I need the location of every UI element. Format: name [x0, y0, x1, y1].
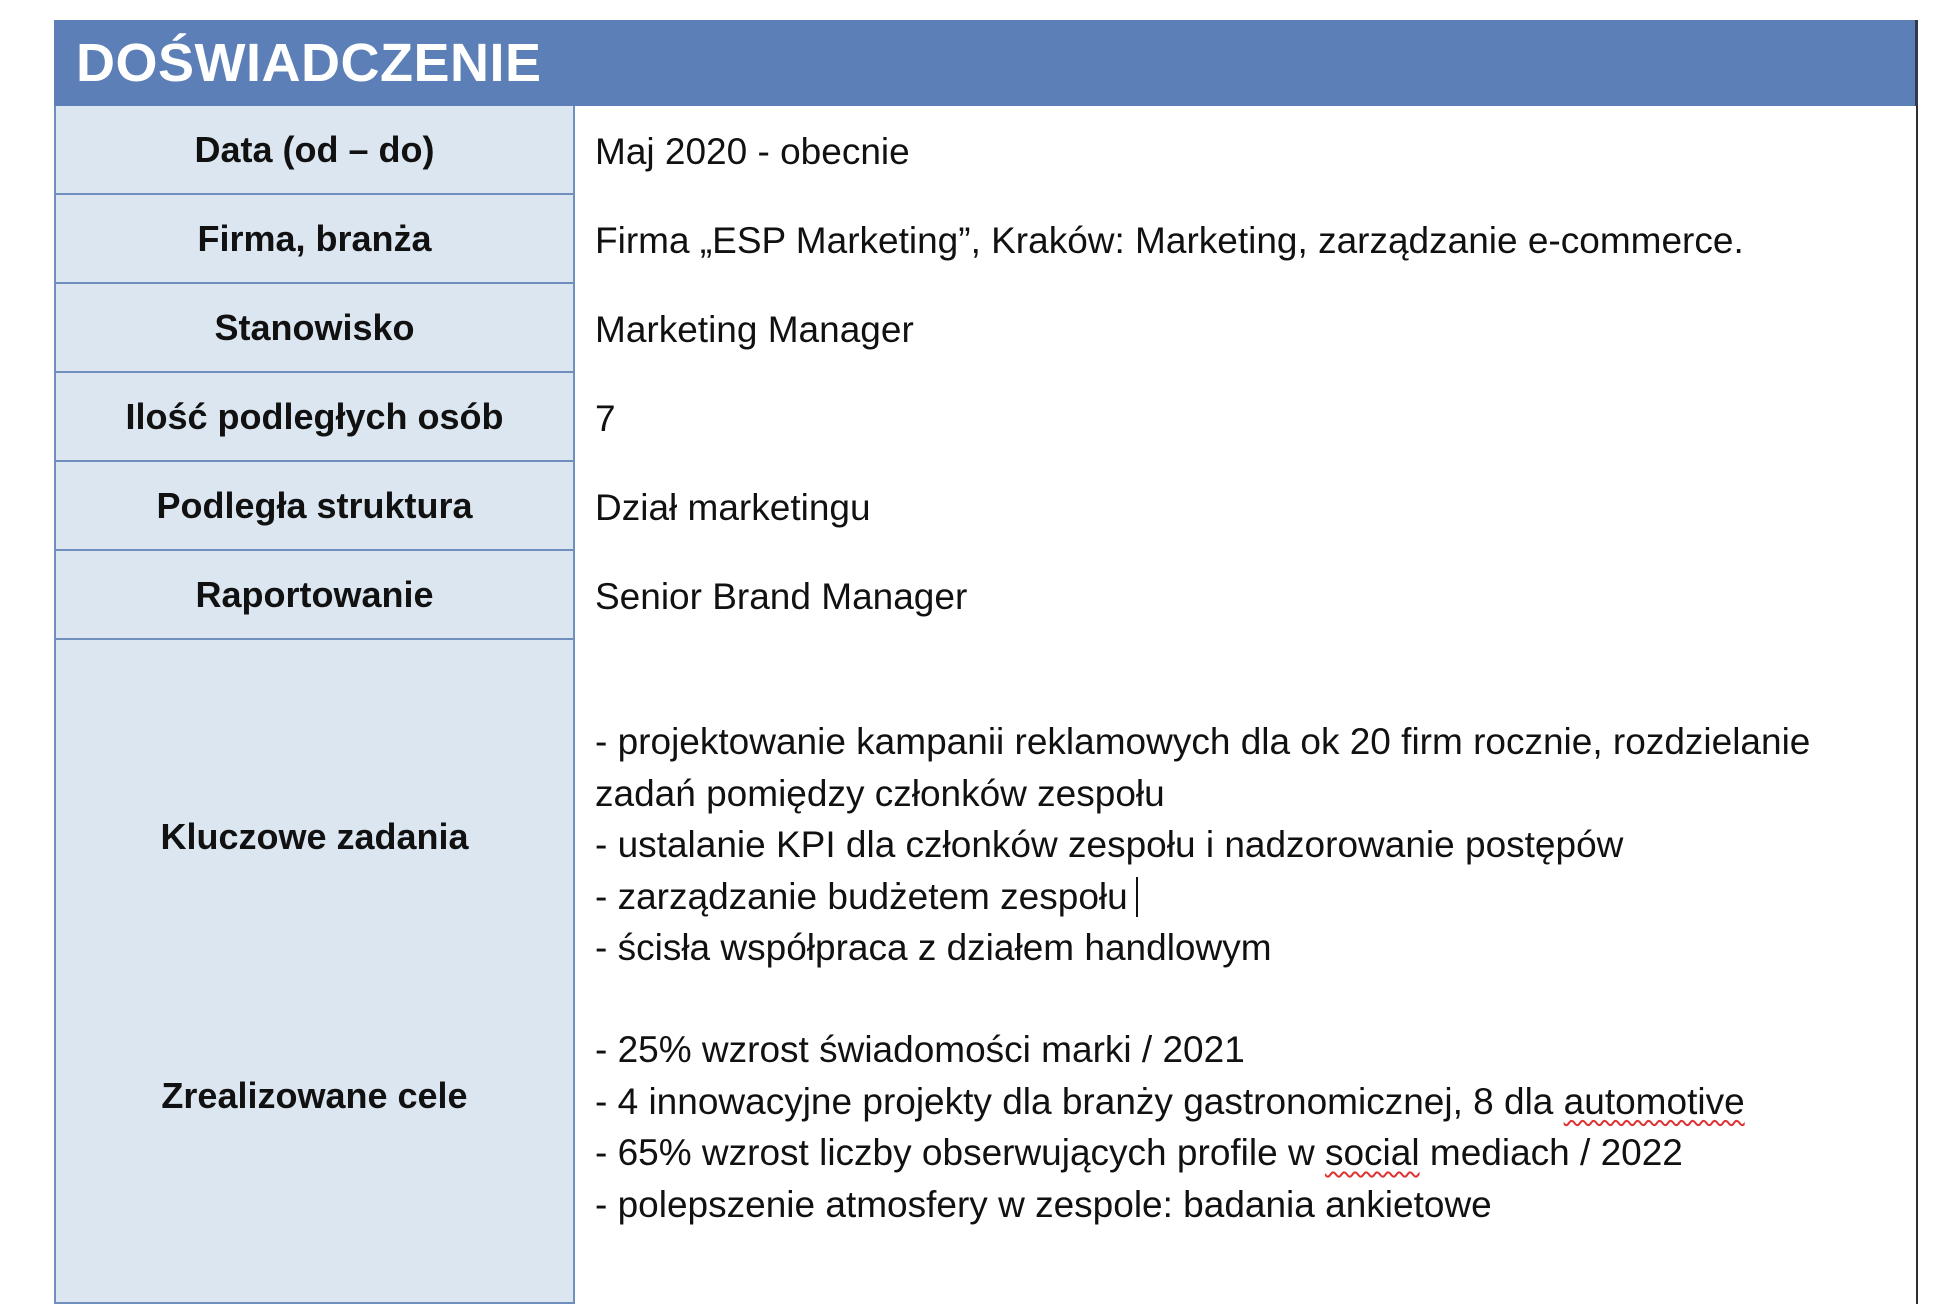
list-item: - 25% wzrost świadomości marki / 2021 — [595, 1029, 1245, 1070]
spellcheck-marked-word[interactable]: automotive — [1563, 1080, 1745, 1122]
list-item-text: - zarządzanie budżetem zespołu — [595, 875, 1128, 917]
row-label-structure: Podległa struktura — [54, 462, 575, 551]
key-tasks-label: Kluczowe zadania — [160, 816, 469, 857]
table-row — [54, 284, 1918, 373]
list-item: - polepszenie atmosfery w zespole: badania ankietowe — [595, 1183, 1492, 1225]
row-value-position[interactable]: Marketing Manager — [575, 284, 1918, 373]
experience-table — [54, 106, 1918, 1304]
row-label-reporting: Raportowanie — [54, 551, 575, 640]
table-row — [54, 373, 1918, 462]
list-item-text: - 4 innowacyjne projekty dla branży gastronomicznej, 8 dla — [595, 1080, 1564, 1122]
section-header — [54, 20, 1918, 106]
table-row — [54, 462, 1918, 551]
row-value-subordinates[interactable]: 7 — [575, 373, 1918, 462]
spellcheck-marked-word[interactable]: social — [1324, 1132, 1420, 1173]
section-title: DOŚWIADCZENIE — [76, 33, 542, 93]
list-item-text: - 65% wzrost liczby obserwujących profile w — [595, 1132, 1325, 1173]
table-row-tall — [54, 640, 1918, 1304]
list-item: - ścisła współpraca z działem handlowym — [595, 927, 1272, 968]
row-label-date: Data (od – do) — [54, 106, 575, 195]
row-value-reporting[interactable]: Senior Brand Manager — [575, 551, 1918, 640]
list-item: - ustalanie KPI dla członków zespołu i nadzorowanie postępów — [595, 824, 1624, 865]
table-row — [54, 106, 1918, 195]
goals-list — [595, 1024, 1886, 1230]
row-value-date[interactable]: Maj 2020 - obecnie — [575, 106, 1918, 195]
goals-label: Zrealizowane cele — [161, 1075, 468, 1116]
row-label-position: Stanowisko — [54, 284, 575, 373]
table-row — [54, 551, 1918, 640]
row-label-company: Firma, branża — [54, 195, 575, 284]
list-item — [595, 871, 1886, 923]
text-cursor — [1136, 877, 1138, 917]
row-value-company[interactable]: Firma „ESP Marketing”, Kraków: Marketing, zarządzanie e-commerce. — [575, 195, 1918, 284]
list-item — [595, 1076, 1886, 1128]
list-item: - projektowanie kampanii reklamowych dla ok 20 firm rocznie, rozdzielanie zadań pomiędzy członków zespołu — [595, 721, 1811, 814]
list-item-text: mediach / 2022 — [1419, 1132, 1683, 1173]
row-label-subordinates: Ilość podległych osób — [54, 373, 575, 462]
list-item — [595, 1127, 1886, 1179]
tall-value-cell[interactable] — [575, 640, 1918, 1304]
table-row — [54, 195, 1918, 284]
tall-label-cell — [54, 640, 575, 1304]
row-value-structure[interactable]: Dział marketingu — [575, 462, 1918, 551]
key-tasks-list — [595, 716, 1886, 974]
